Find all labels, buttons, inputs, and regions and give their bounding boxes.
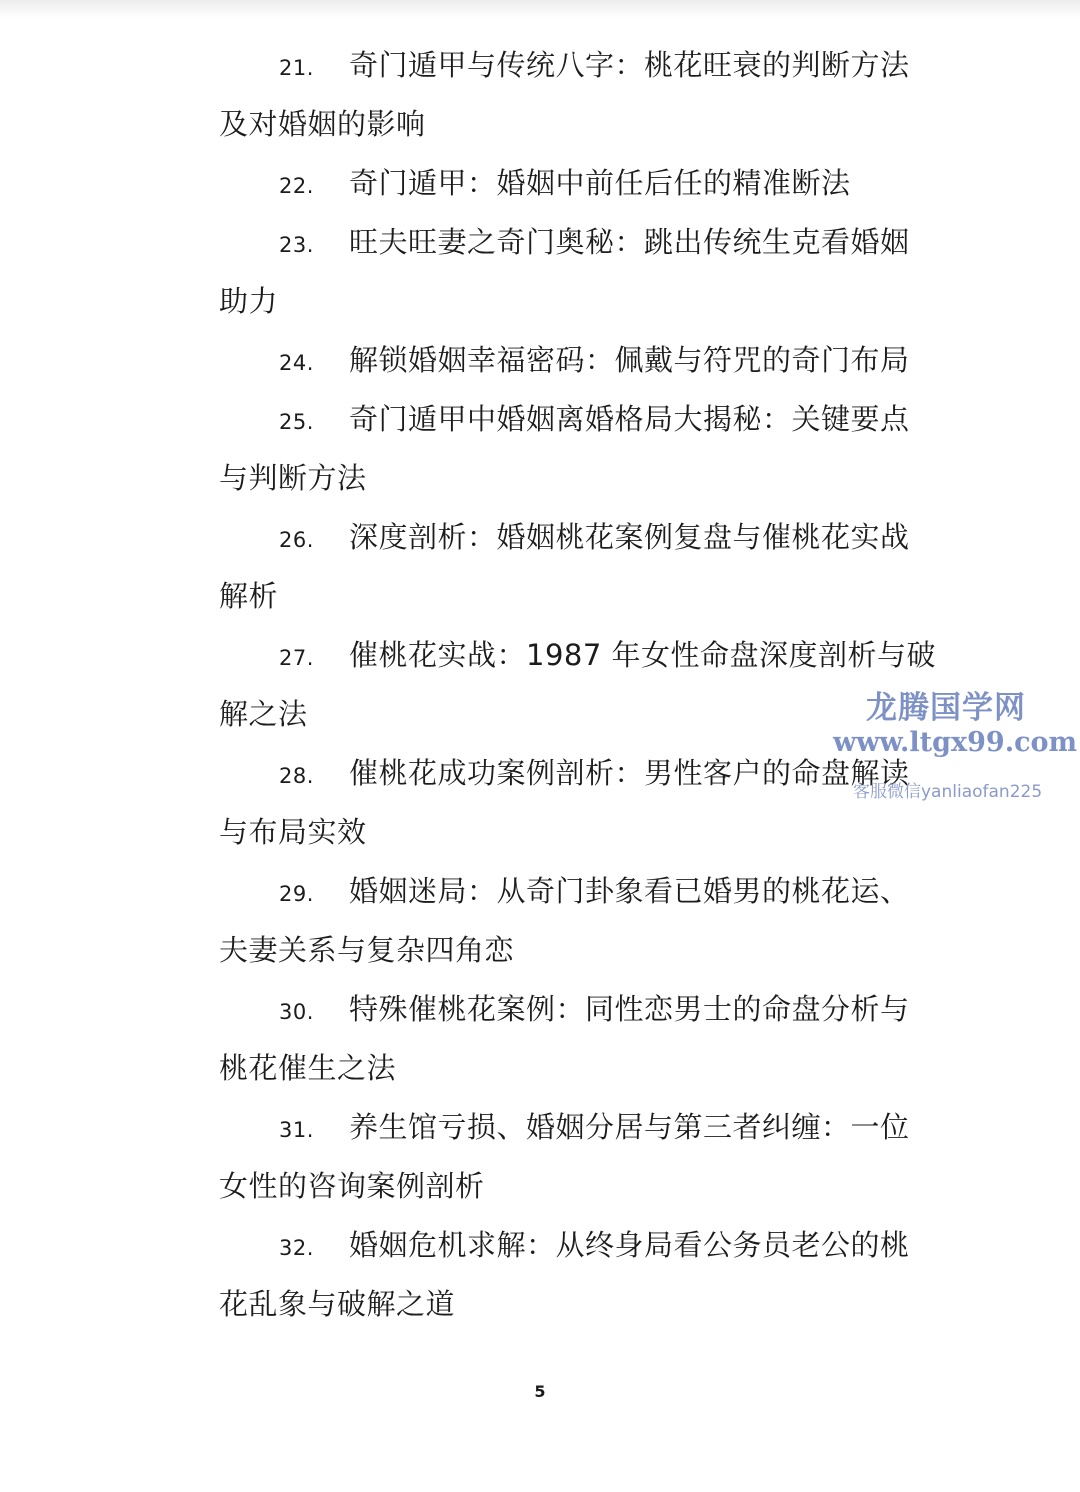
- toc-entry-title-continuation: 解析: [219, 579, 279, 613]
- table-of-contents: [219, 36, 935, 1334]
- toc-entry-number: 30.: [279, 1000, 314, 1024]
- toc-entry-first-line: [219, 1098, 935, 1157]
- toc-entry-title-continuation: 女性的咨询案例剖析: [219, 1169, 485, 1203]
- toc-entry-first-line: [219, 744, 935, 803]
- toc-entry-title: 婚姻危机求解：从终身局看公务员老公的桃: [349, 1228, 910, 1262]
- toc-entry: [219, 154, 935, 213]
- toc-entry-title: 深度剖析：婚姻桃花案例复盘与催桃花实战: [349, 520, 910, 554]
- toc-entry: [219, 508, 935, 626]
- toc-entry-number: 25.: [279, 410, 314, 434]
- toc-entry-number: 27.: [279, 646, 314, 670]
- toc-entry-title: 旺夫旺妻之奇门奥秘：跳出传统生克看婚姻: [349, 225, 910, 259]
- watermark-contact: 客服微信yanliaofan225: [853, 782, 1043, 802]
- toc-entry-title: 养生馆亏损、婚姻分居与第三者纠缠：一位: [349, 1110, 910, 1144]
- toc-entry-first-line: [219, 213, 935, 272]
- watermark-site-name: 龙腾国学网: [866, 690, 1026, 726]
- toc-entry-title: 催桃花实战：1987 年女性命盘深度剖析与破: [349, 638, 937, 672]
- page-top-shadow: [0, 0, 1080, 18]
- toc-entry-number: 26.: [279, 528, 314, 552]
- toc-entry-title: 特殊催桃花案例：同性恋男士的命盘分析与: [349, 992, 910, 1026]
- toc-entry-number: 23.: [279, 233, 314, 257]
- toc-entry: [219, 390, 935, 508]
- toc-entry-title-continuation: 花乱象与破解之道: [219, 1287, 456, 1321]
- toc-entry-number: 32.: [279, 1236, 314, 1260]
- toc-entry-first-line: [219, 862, 935, 921]
- toc-entry-first-line: [219, 980, 935, 1039]
- page-number: 5: [534, 1382, 546, 1401]
- toc-entry-number: 24.: [279, 351, 314, 375]
- toc-entry-number: 31.: [279, 1118, 314, 1142]
- toc-entry-first-line: [219, 390, 935, 449]
- toc-entry-number: 29.: [279, 882, 314, 906]
- toc-entry: [219, 744, 935, 862]
- toc-entry: [219, 1098, 935, 1216]
- toc-entry: [219, 862, 935, 980]
- toc-entry-number: 21.: [279, 56, 314, 80]
- toc-entry-first-line: [219, 508, 935, 567]
- toc-entry-title-continuation: 解之法: [219, 697, 308, 731]
- toc-entry-first-line: [219, 154, 935, 213]
- toc-entry-title: 奇门遁甲与传统八字：桃花旺衰的判断方法: [349, 48, 910, 82]
- toc-entry-title: 婚姻迷局：从奇门卦象看已婚男的桃花运、: [349, 874, 910, 908]
- toc-entry-first-line: [219, 1216, 935, 1275]
- toc-entry-title-continuation: 及对婚姻的影响: [219, 107, 426, 141]
- toc-entry: [219, 626, 935, 744]
- toc-entry: [219, 331, 935, 390]
- toc-entry: [219, 1216, 935, 1334]
- toc-entry-title-continuation: 桃花催生之法: [219, 1051, 397, 1085]
- toc-entry: [219, 213, 935, 331]
- toc-entry-title: 奇门遁甲：婚姻中前任后任的精准断法: [349, 166, 851, 200]
- toc-entry-title: 奇门遁甲中婚姻离婚格局大揭秘：关键要点: [349, 402, 910, 436]
- toc-entry: [219, 36, 935, 154]
- toc-entry-title-continuation: 夫妻关系与复杂四角恋: [219, 933, 515, 967]
- toc-entry: [219, 980, 935, 1098]
- watermark-url: www.ltgx99.com: [833, 727, 1078, 758]
- toc-entry-first-line: [219, 36, 935, 95]
- toc-entry-first-line: [219, 331, 935, 390]
- toc-entry-title: 催桃花成功案例剖析：男性客户的命盘解读: [349, 756, 910, 790]
- toc-entry-title-continuation: 与判断方法: [219, 461, 367, 495]
- toc-entry-number: 22.: [279, 174, 314, 198]
- toc-entry-title-continuation: 与布局实效: [219, 815, 367, 849]
- toc-entry-title-continuation: 助力: [219, 284, 279, 318]
- toc-entry-title: 解锁婚姻幸福密码：佩戴与符咒的奇门布局: [349, 343, 910, 377]
- toc-entry-first-line: [219, 626, 935, 685]
- toc-entry-number: 28.: [279, 764, 314, 788]
